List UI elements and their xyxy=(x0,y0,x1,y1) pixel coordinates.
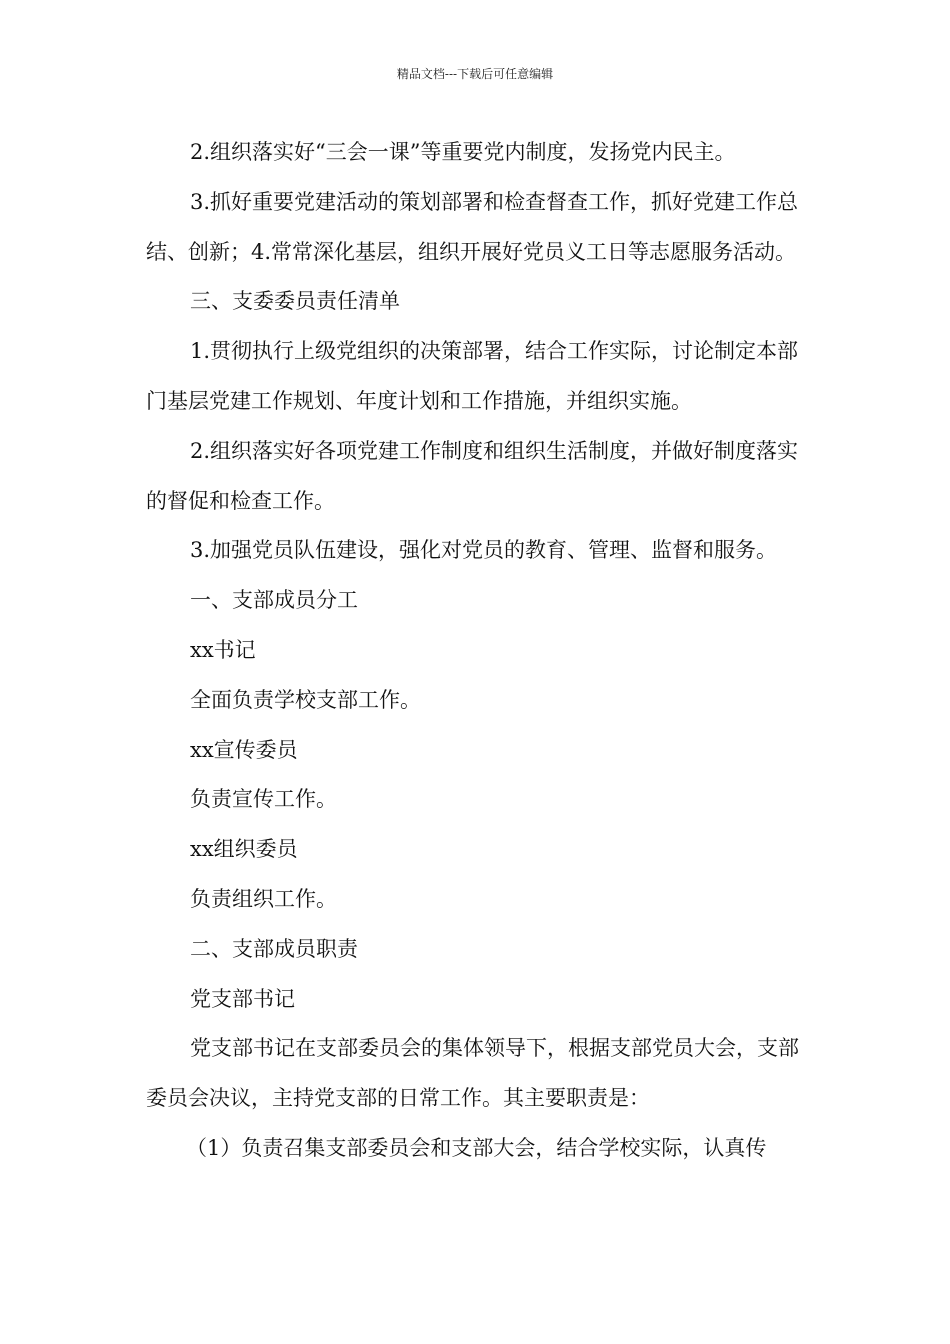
subsection-heading: 党支部书记 xyxy=(190,986,295,1011)
member-duty: 负责宣传工作。 xyxy=(190,787,337,812)
page-header: 精品文档---下载后可任意编辑 xyxy=(396,67,554,81)
member-title: xx宣传委员 xyxy=(190,737,298,762)
paragraph: 3.抓好重要党建活动的策划部署和检查督查工作，抓好党建工作总结、创新；4.常常深化基层，组织开展好党员义工日等志愿服务活动。 xyxy=(146,189,799,264)
paragraph: 2.组织落实好“三会一课”等重要党内制度，发扬党内民主。 xyxy=(190,140,736,164)
paragraph: 1.贯彻执行上级党组织的决策部署，结合工作实际，讨论制定本部门基层党建工作规划、年度计划和工作措施，并组织实施。 xyxy=(146,339,799,413)
section-heading: 二、支部成员职责 xyxy=(190,936,358,961)
member-title: xx组织委员 xyxy=(190,837,298,862)
paragraph: （1）负责召集支部委员会和支部大会，结合学校实际，认真传 xyxy=(186,1135,767,1160)
member-duty: 负责组织工作。 xyxy=(190,886,337,911)
member-title: xx书记 xyxy=(190,637,256,662)
paragraph: 2.组织落实好各项党建工作制度和组织生活制度，并做好制度落实的督促和检查工作。 xyxy=(146,438,799,513)
section-heading: 一、支部成员分工 xyxy=(190,588,358,613)
section-heading: 三、支委委员责任清单 xyxy=(190,289,400,314)
paragraph: 3.加强党员队伍建设，强化对党员的教育、管理、监督和服务。 xyxy=(190,538,778,563)
paragraph: 党支部书记在支部委员会的集体领导下，根据支部党员大会，支部委员会决议，主持党支部的日常工作。其主要职责是： xyxy=(146,1036,799,1111)
document-body xyxy=(146,128,816,1174)
member-duty: 全面负责学校支部工作。 xyxy=(190,687,421,712)
